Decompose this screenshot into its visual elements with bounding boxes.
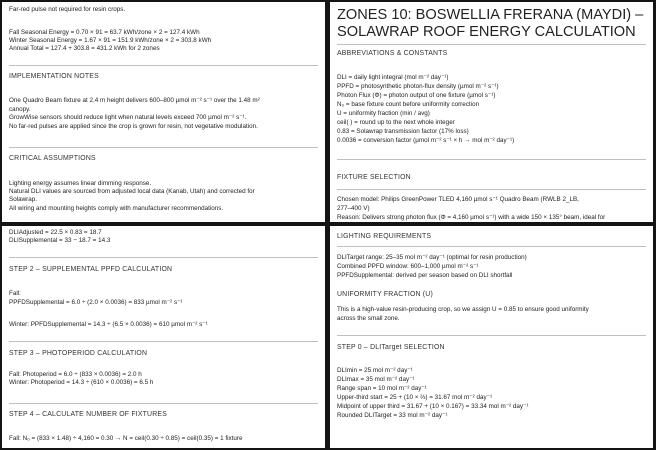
divider <box>337 159 646 160</box>
assumption-line: Solawrap. <box>9 196 38 203</box>
section-heading: LIGHTING REQUIREMENTS <box>337 233 432 240</box>
note-line: One Quadro Beam fixture at 2.4 m height delivers 600–800 µmol m⁻² s⁻¹ over the 1.48 m² <box>9 97 260 104</box>
divider <box>337 246 646 247</box>
calc-line: Fall: Photoperiod = 6.0 ÷ (833 × 0.0036) = 2.0 h <box>9 371 142 378</box>
calc-line: DLISupplemental = 33 − 18.7 = 14.3 <box>9 237 111 244</box>
panel-step-calculations <box>2 226 325 448</box>
divider <box>9 65 318 66</box>
calc-line: Fall: N₀ = (833 × 1.48) ÷ 4,160 = 0.30 → N = ceil(0.30 ÷ 0.85) = ceil(0.35) = 1 fixture <box>9 435 243 442</box>
step0-line: Rounded DLITarget = 33 mol m⁻² day⁻¹ <box>337 412 448 419</box>
divider <box>9 403 318 404</box>
abbrev-line: ceil( ) = round up to the next whole integer <box>337 119 455 126</box>
section-heading: STEP 2 – SUPPLEMENTAL PPFD CALCULATION <box>9 266 173 273</box>
fixture-line: Chosen model: Philips GreenPower TLED 4,160 µmol s⁻¹ Quadro Beam (RWLB 2_LB, <box>337 196 579 203</box>
abbrev-line: DLI = daily light integral (mol m⁻² day⁻¹) <box>337 74 449 81</box>
uniformity-line: across the small zone. <box>337 315 400 322</box>
calc-line: Winter: Photoperiod = 14.3 ÷ (610 × 0.0036) = 6.5 h <box>9 379 154 386</box>
divider <box>9 257 318 258</box>
calc-line: Winter: PPFDSupplemental = 14.3 ÷ (6.5 × 0.0036) = 610 µmol m⁻² s⁻¹ <box>9 321 208 328</box>
divider <box>9 147 318 148</box>
section-heading: IMPLEMENTATION NOTES <box>9 73 99 80</box>
panel-title-constants <box>330 2 653 222</box>
section-heading: FIXTURE SELECTION <box>337 174 411 181</box>
section-heading: STEP 3 – PHOTOPERIOD CALCULATION <box>9 350 148 357</box>
abbrev-line: 0.83 = Solawrap transmission factor (17% loss) <box>337 128 469 135</box>
requirement-line: Combined PPFD window: 600–1,000 µmol m⁻² s⁻¹ <box>337 263 479 270</box>
section-heading: STEP 4 – CALCULATE NUMBER OF FIXTURES <box>9 411 168 418</box>
intro-line: Far-red pulse not required for resin crops. <box>9 6 126 13</box>
uniformity-line: This is a high-value resin-producing crop, so we assign U = 0.85 to ensure good uniformity <box>337 306 589 313</box>
step0-line: Midpoint of upper third = 31.67 + (10 × 0.167) = 33.34 mol m⁻² day⁻¹ <box>337 403 529 410</box>
section-heading: CRITICAL ASSUMPTIONS <box>9 155 96 162</box>
divider <box>337 44 646 45</box>
section-heading: UNIFORMITY FRACTION (U) <box>337 291 433 298</box>
assumption-line: Natural DLI values are sourced from adjusted local data (Kanab, Utah) and corrected for <box>9 188 255 195</box>
energy-line: Fall Seasonal Energy = 0.70 × 91 = 63.7 kWh/zone × 2 = 127.4 kWh <box>9 29 200 36</box>
calc-line: PPFDSupplemental = 6.0 ÷ (2.0 × 0.0036) = 833 µmol m⁻² s⁻¹ <box>9 299 183 306</box>
assumption-line: Lighting energy assumes linear dimming response. <box>9 180 152 187</box>
panel-energy-notes <box>2 2 325 222</box>
fixture-line: 277–400 V) <box>337 205 370 212</box>
calc-line: Fall: <box>9 290 21 297</box>
page-title: ZONES 10: BOSWELLIA FRERANA (MAYDI) – <box>337 7 644 23</box>
fixture-line: Reason: Delivers strong photon flux (Φ = 4,160 µmol s⁻¹) with a wide 150 × 135° beam, ideal for <box>337 214 606 221</box>
divider <box>337 189 646 190</box>
page-title: SOLAWRAP ROOF ENERGY CALCULATION <box>337 24 636 40</box>
energy-line: Winter Seasonal Energy = 1.67 × 91 = 151.9 kWh/zone × 2 = 303.8 kWh <box>9 37 212 44</box>
requirement-line: DLITarget range: 25–35 mol m⁻² day⁻¹ (optimal for resin production) <box>337 254 527 261</box>
section-heading: ABBREVIATIONS & CONSTANTS <box>337 50 448 57</box>
abbrev-line: PPFD = photosynthetic photon-flux density (µmol m⁻² s⁻¹) <box>337 83 499 90</box>
step0-line: Upper-third start = 25 + (10 × ⅔) = 31.67 mol m⁻² day⁻¹ <box>337 394 493 401</box>
panel-lighting-requirements <box>330 226 653 448</box>
note-line: canopy. <box>9 106 31 113</box>
assumption-line: All wiring and mounting heights comply with manufacturer recommendations. <box>9 205 224 212</box>
note-line: GrowWise sensors should reduce light when natural levels exceed 700 µmol m⁻² s⁻¹. <box>9 114 247 121</box>
abbrev-line: Photon Flux (Φ) = photon output of one fixture (µmol s⁻¹) <box>337 92 496 99</box>
step0-line: DLImax = 35 mol m⁻² day⁻¹ <box>337 376 415 383</box>
abbrev-line: N₀ = base fixture count before uniformity correction <box>337 101 480 108</box>
abbrev-line: 0.0036 = conversion factor (µmol m⁻² s⁻¹ × h → mol m⁻² day⁻¹) <box>337 137 515 144</box>
calc-line: DLIAdjusted = 22.5 × 0.83 = 18.7 <box>9 229 102 236</box>
divider <box>337 335 646 336</box>
energy-line: Annual Total = 127.4 + 303.8 = 431.2 kWh for 2 zones <box>9 45 160 52</box>
section-heading: STEP 0 – DLITarget SELECTION <box>337 344 445 351</box>
step0-line: DLImin = 25 mol m⁻² day⁻¹ <box>337 367 413 374</box>
divider <box>9 341 318 342</box>
step0-line: Range span = 10 mol m⁻² day⁻¹ <box>337 385 427 392</box>
note-line: No far-red pulses are applied since the crop is grown for resin, not vegetative modulation. <box>9 123 258 130</box>
abbrev-line: U = uniformity fraction (min / avg) <box>337 110 430 117</box>
requirement-line: PPFDSupplemental: derived per season based on DLI shortfall <box>337 272 513 279</box>
